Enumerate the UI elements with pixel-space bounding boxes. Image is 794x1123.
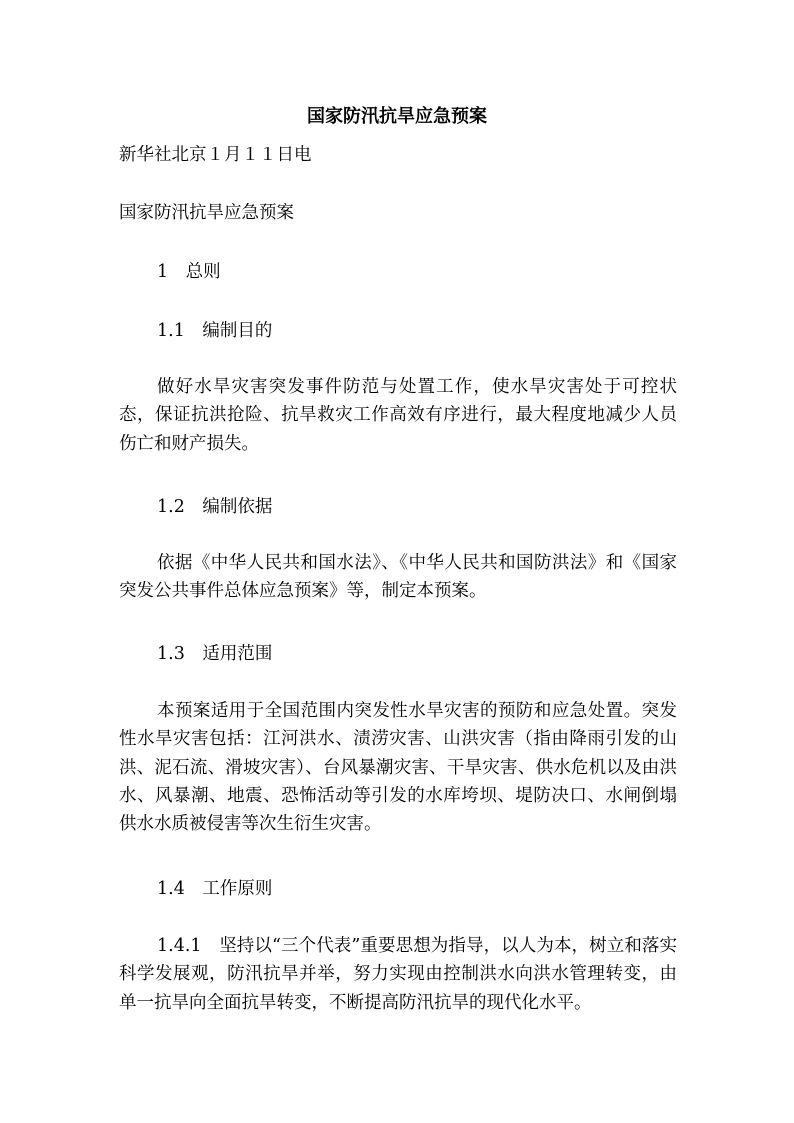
section-heading-1-4: 1.4 工作原则	[157, 879, 273, 899]
document-subtitle: 国家防汛抗旱应急预案	[119, 203, 294, 223]
paragraph-1-2: 依据《中华人民共和国水法》、《中华人民共和国防洪法》和《国家突发公共事件总体应急预案》等，制定本预案。	[119, 553, 677, 602]
section-heading-1: 1 总则	[157, 262, 221, 282]
paragraph-1-3: 本预案适用于全国范围内突发性水旱灾害的预防和应急处置。突发性水旱灾害包括：江河洪水、渍涝灾害、山洪灾害（指由降雨引发的山洪、泥石流、滑坡灾害）、台风暴潮灾害、干旱灾害、供水危机以及由洪水、风暴潮、地震、恐怖活动等引发的水库垮坝、堤防决口、水闸倒塌供水水质被侵害等次生衍生灾害。	[119, 701, 677, 835]
paragraph-1-1: 做好水旱灾害突发事件防范与处置工作，使水旱灾害处于可控状态，保证抗洪抢险、抗旱救灾工作高效有序进行，最大程度地减少人员伤亡和财产损失。	[119, 377, 677, 454]
section-heading-1-2: 1.2 编制依据	[157, 497, 273, 517]
paragraph-1-4-1: 1.4.1 坚持以“三个代表”重要思想为指导，以人为本，树立和落实科学发展观，防汛抗旱并举，努力实现由控制洪水向洪水管理转变，由单一抗旱向全面抗旱转变，不断提高防汛抗旱的现代化水平。	[119, 936, 677, 1013]
section-heading-1-1: 1.1 编制目的	[157, 321, 273, 341]
dateline: 新华社北京１月１１日电	[119, 145, 312, 165]
page-title: 国家防汛抗旱应急预案	[307, 106, 487, 127]
section-heading-1-3: 1.3 适用范围	[157, 644, 273, 664]
